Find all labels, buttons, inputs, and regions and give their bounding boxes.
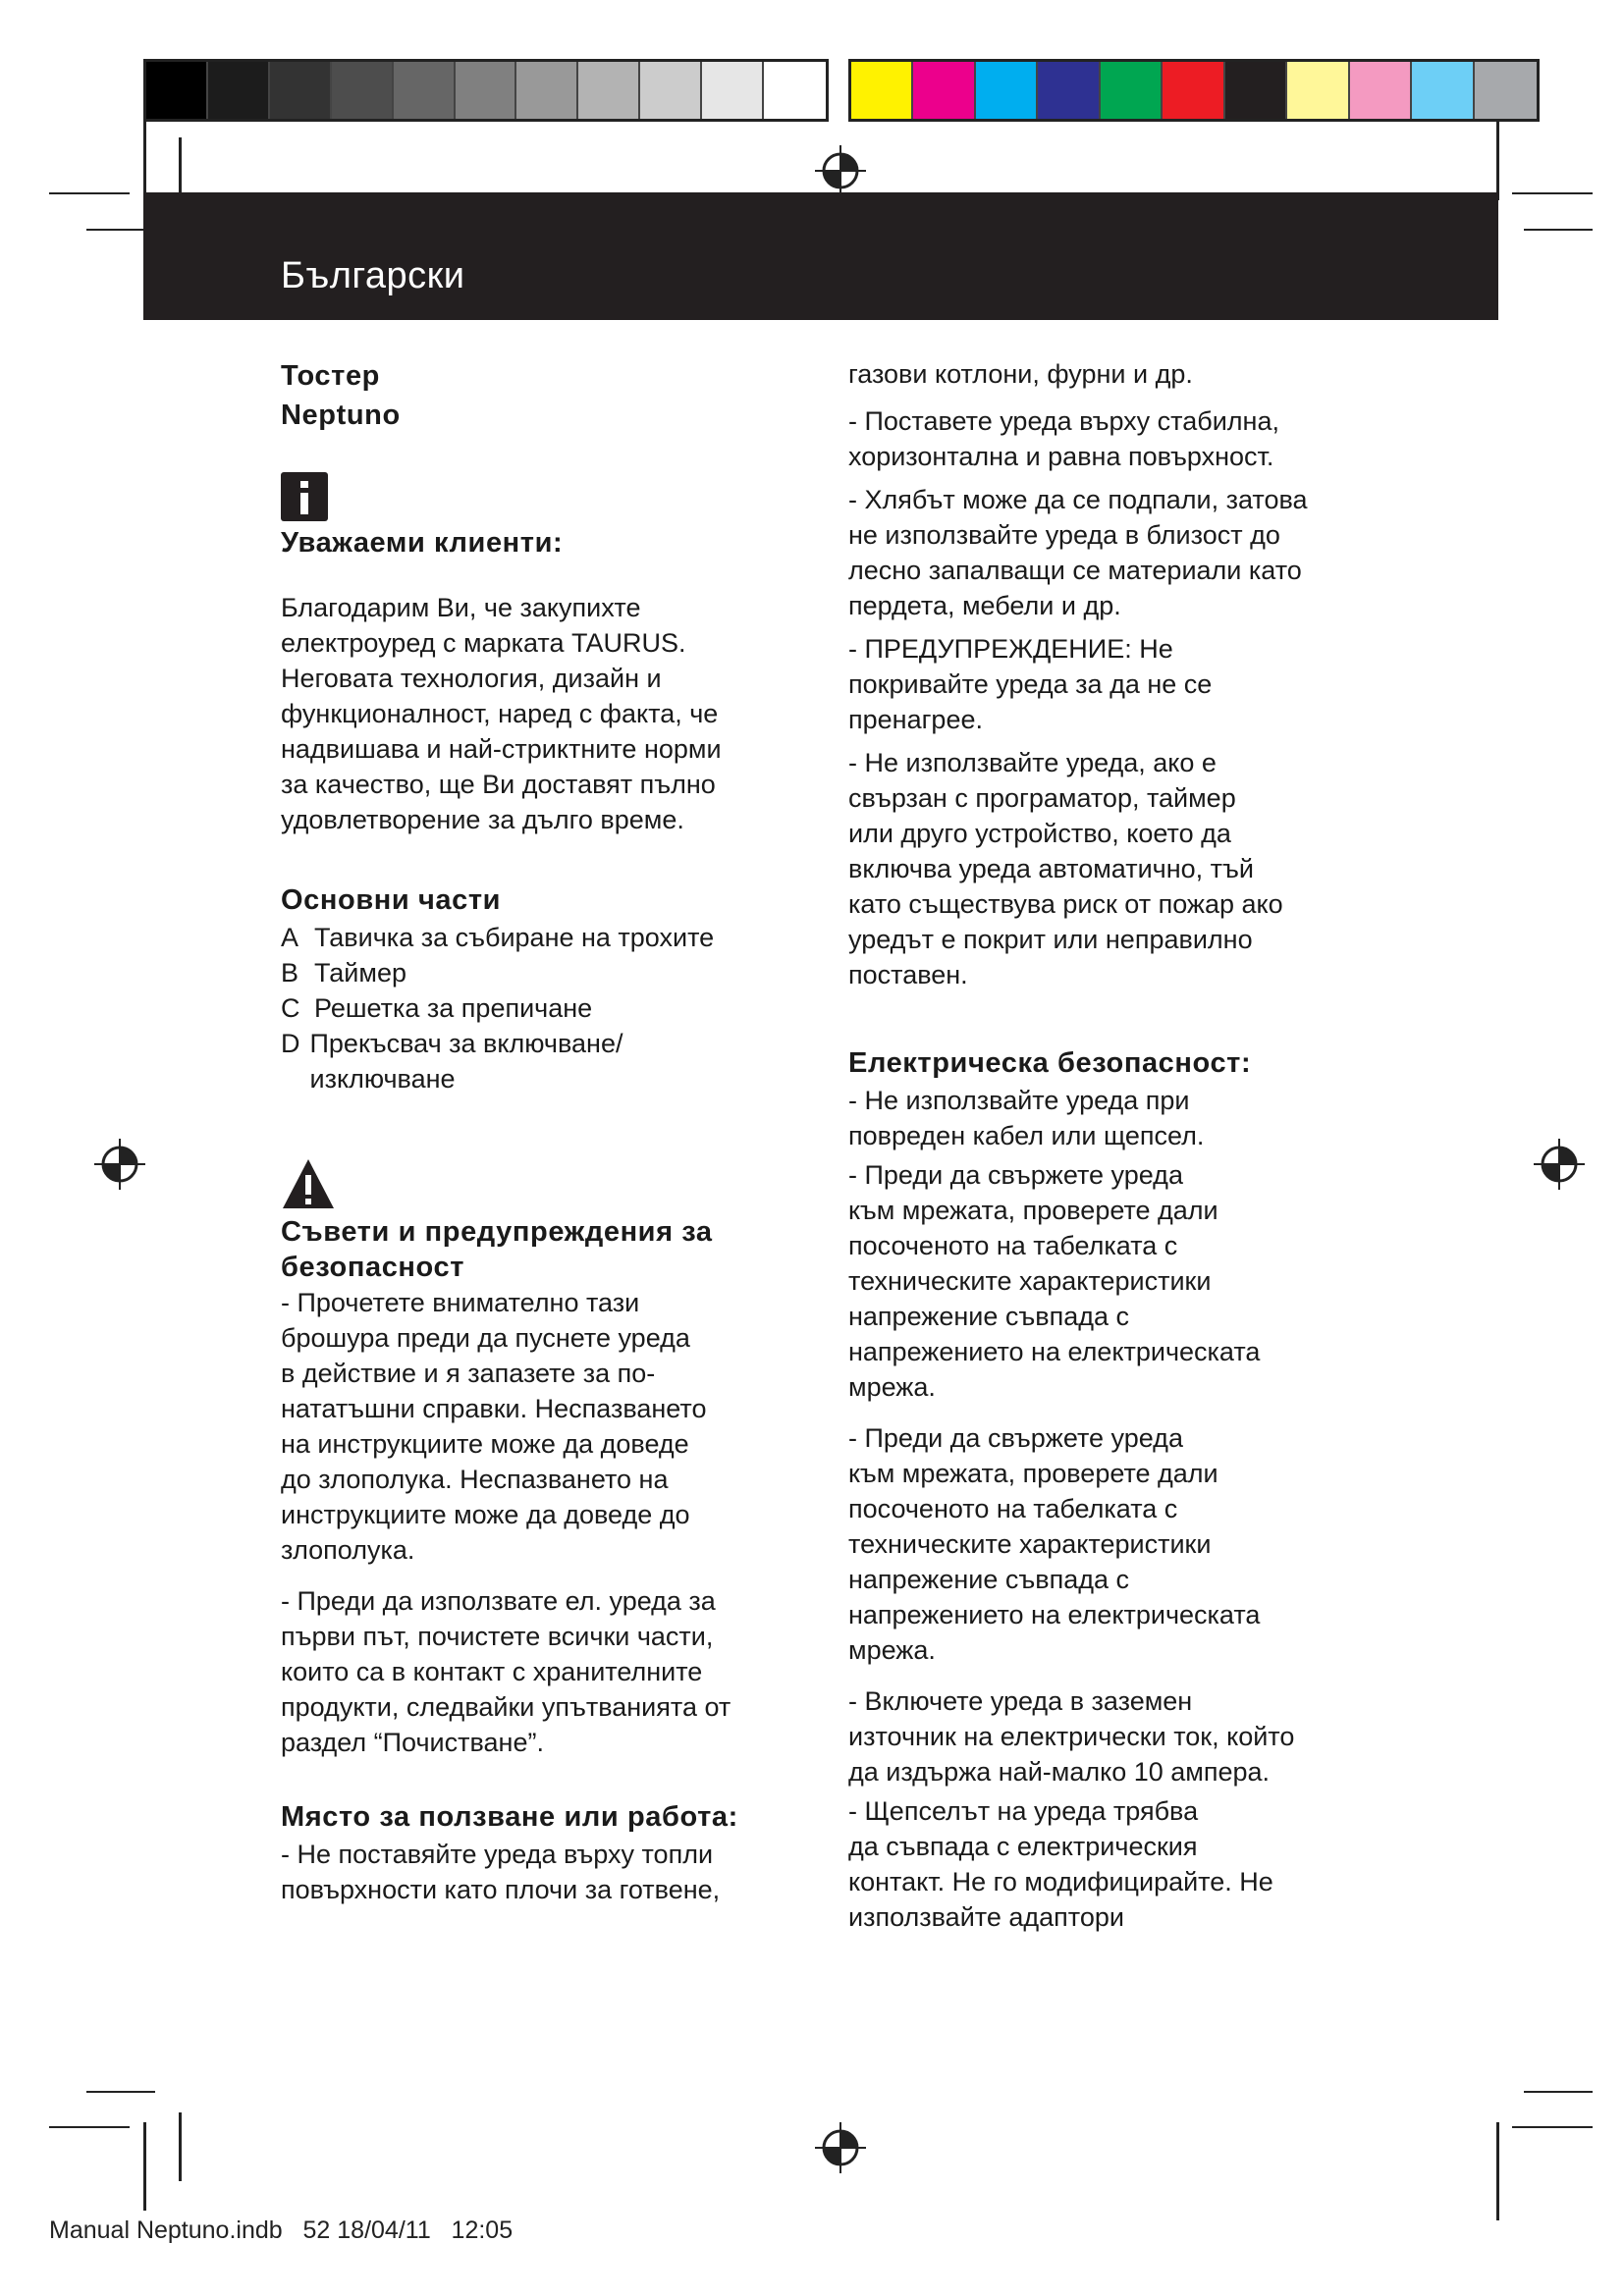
color-calibration-bar [848,59,1540,122]
part-letter: B [281,958,299,988]
calibration-swatch [578,62,640,119]
crop-mark [1524,2091,1593,2093]
info-icon [281,472,328,521]
calibration-swatch [394,62,456,119]
dear-customers-heading: Уважаеми клиенти: [281,527,564,559]
calibration-swatch [913,62,975,119]
calibration-swatch [1475,62,1537,119]
crop-mark [1524,229,1593,231]
calibration-swatch [976,62,1038,119]
calibration-swatch [1225,62,1287,119]
placement-paragraph: - Не използвайте уреда, ако е свързан с програматор, таймер или друго устройство, което да включва уреда автоматично, тъй като съществува риск от пожар ако уредът е покрит или неправилно поставен. [848,748,1283,989]
grayscale-calibration-bar [143,59,829,122]
crop-mark [143,122,146,200]
calibration-swatch [851,62,913,119]
part-text: Тавичка за събиране на трохите [314,923,715,952]
calibration-swatch [1163,62,1224,119]
safety-heading: Съвети и предупреждения за безопасност [281,1216,713,1283]
part-letter: C [281,993,300,1023]
language-header-band [143,192,1498,320]
registration-mark-icon [813,143,868,198]
part-letter: A [281,923,299,952]
placement-paragraph: - ПРЕДУПРЕЖДЕНИЕ: Не покривайте уреда за да не се пренагрее. [848,634,1213,734]
crop-mark [86,2091,155,2093]
crop-mark [49,2126,130,2128]
electrical-paragraph: - Щепселът на уреда трябва да съвпада с електрическия контакт. Не го модифицирайте. Не използвайте адаптори [848,1796,1273,1932]
crop-mark [1512,2126,1593,2128]
electrical-paragraph: - Не използвайте уреда при повреден кабел или щепсел. [848,1086,1205,1150]
intro-paragraph: Благодарим Ви, че закупихте електроуред с марката TAURUS. [281,593,686,658]
parts-list-item [281,920,791,955]
electrical-paragraph: - Включете уреда в заземен източник на електрически ток, който да издържа най-малко 10 ампера. [848,1686,1295,1787]
calibration-swatch [1412,62,1474,119]
placement-paragraph: - Поставете уреда върху стабилна, хоризонтална и равна повърхност. [848,406,1279,471]
calibration-swatch [640,62,702,119]
calibration-swatch [764,62,826,119]
safety-paragraph: - Прочетете внимателно тази брошура преди да пуснете уреда в действие и я запазете за по- нататъшни справки. Неспазването на инструкциите може да доведе до злополука. Неспазването на инструкциите може да доведе до злополука. [281,1288,707,1565]
warning-icon [281,1157,336,1210]
calibration-swatch [1287,62,1349,119]
part-text: Таймер [314,958,406,988]
place-paragraph: - Не поставяйте уреда върху топли повърхности като плочи за готвене, [281,1840,721,1904]
product-type: Тостер [281,360,380,392]
calibration-swatch [1101,62,1163,119]
calibration-swatch [1350,62,1412,119]
crop-mark [179,2112,182,2181]
calibration-swatch [1038,62,1100,119]
part-text: Решетка за препичане [314,993,593,1023]
parts-list-item [281,955,791,990]
crop-mark [1496,122,1499,200]
registration-mark-icon [1532,1137,1587,1192]
part-text: Прекъсвач за включване/ изключване [309,1029,623,1094]
crop-mark [143,2122,146,2211]
crop-mark [49,192,130,194]
product-name: Neptuno [281,400,401,431]
electrical-paragraph: - Преди да свържете уреда към мрежата, проверете дали посоченото на табелката с техническите характеристики напрежение съвпада с напрежението на електрическата мрежа. [848,1160,1261,1402]
calibration-swatch [702,62,764,119]
parts-list-item [281,1026,791,1096]
registration-mark-icon [813,2120,868,2175]
intro-paragraph: Неговата технология, дизайн и функционалност, наред с факта, че надвишава и най-стриктните норми за качество, ще Ви доставят пълно удовлетворение за дълго време. [281,664,722,834]
parts-list-item [281,990,791,1026]
language-title: Български [281,255,465,296]
calibration-swatch [208,62,270,119]
calibration-swatch [332,62,394,119]
calibration-swatch [456,62,517,119]
print-slug: Manual Neptuno.indb 52 18/04/11 12:05 [49,2216,514,2244]
part-letter: D [281,1029,300,1058]
continued-paragraph: газови котлони, фурни и др. [848,359,1193,389]
calibration-swatch [516,62,578,119]
left-column [281,356,791,1907]
calibration-swatch [270,62,332,119]
placement-paragraph: - Хлябът може да се подпали, затова не използвайте уреда в близост до лесно запалващи се материали като пердета, мебели и др. [848,485,1308,620]
electrical-paragraph: - Преди да свържете уреда към мрежата, проверете дали посоченото на табелката с техническите характеристики напрежение съвпада с напрежението на електрическата мрежа. [848,1423,1261,1665]
electrical-safety-heading: Електрическа безопасност: [848,1047,1252,1079]
place-heading: Място за ползване или работа: [281,1801,738,1833]
right-column [848,356,1359,1935]
crop-mark [1496,2122,1499,2220]
crop-mark [179,137,182,198]
calibration-swatch [146,62,208,119]
safety-paragraph: - Преди да използвате ел. уреда за първи път, почистете всички части, които са в контакт с хранителните продукти, следвайки упътванията от раздел “Почистване”. [281,1586,731,1757]
registration-mark-icon [92,1137,147,1192]
crop-mark [1512,192,1593,194]
parts-heading: Основни части [281,884,502,916]
